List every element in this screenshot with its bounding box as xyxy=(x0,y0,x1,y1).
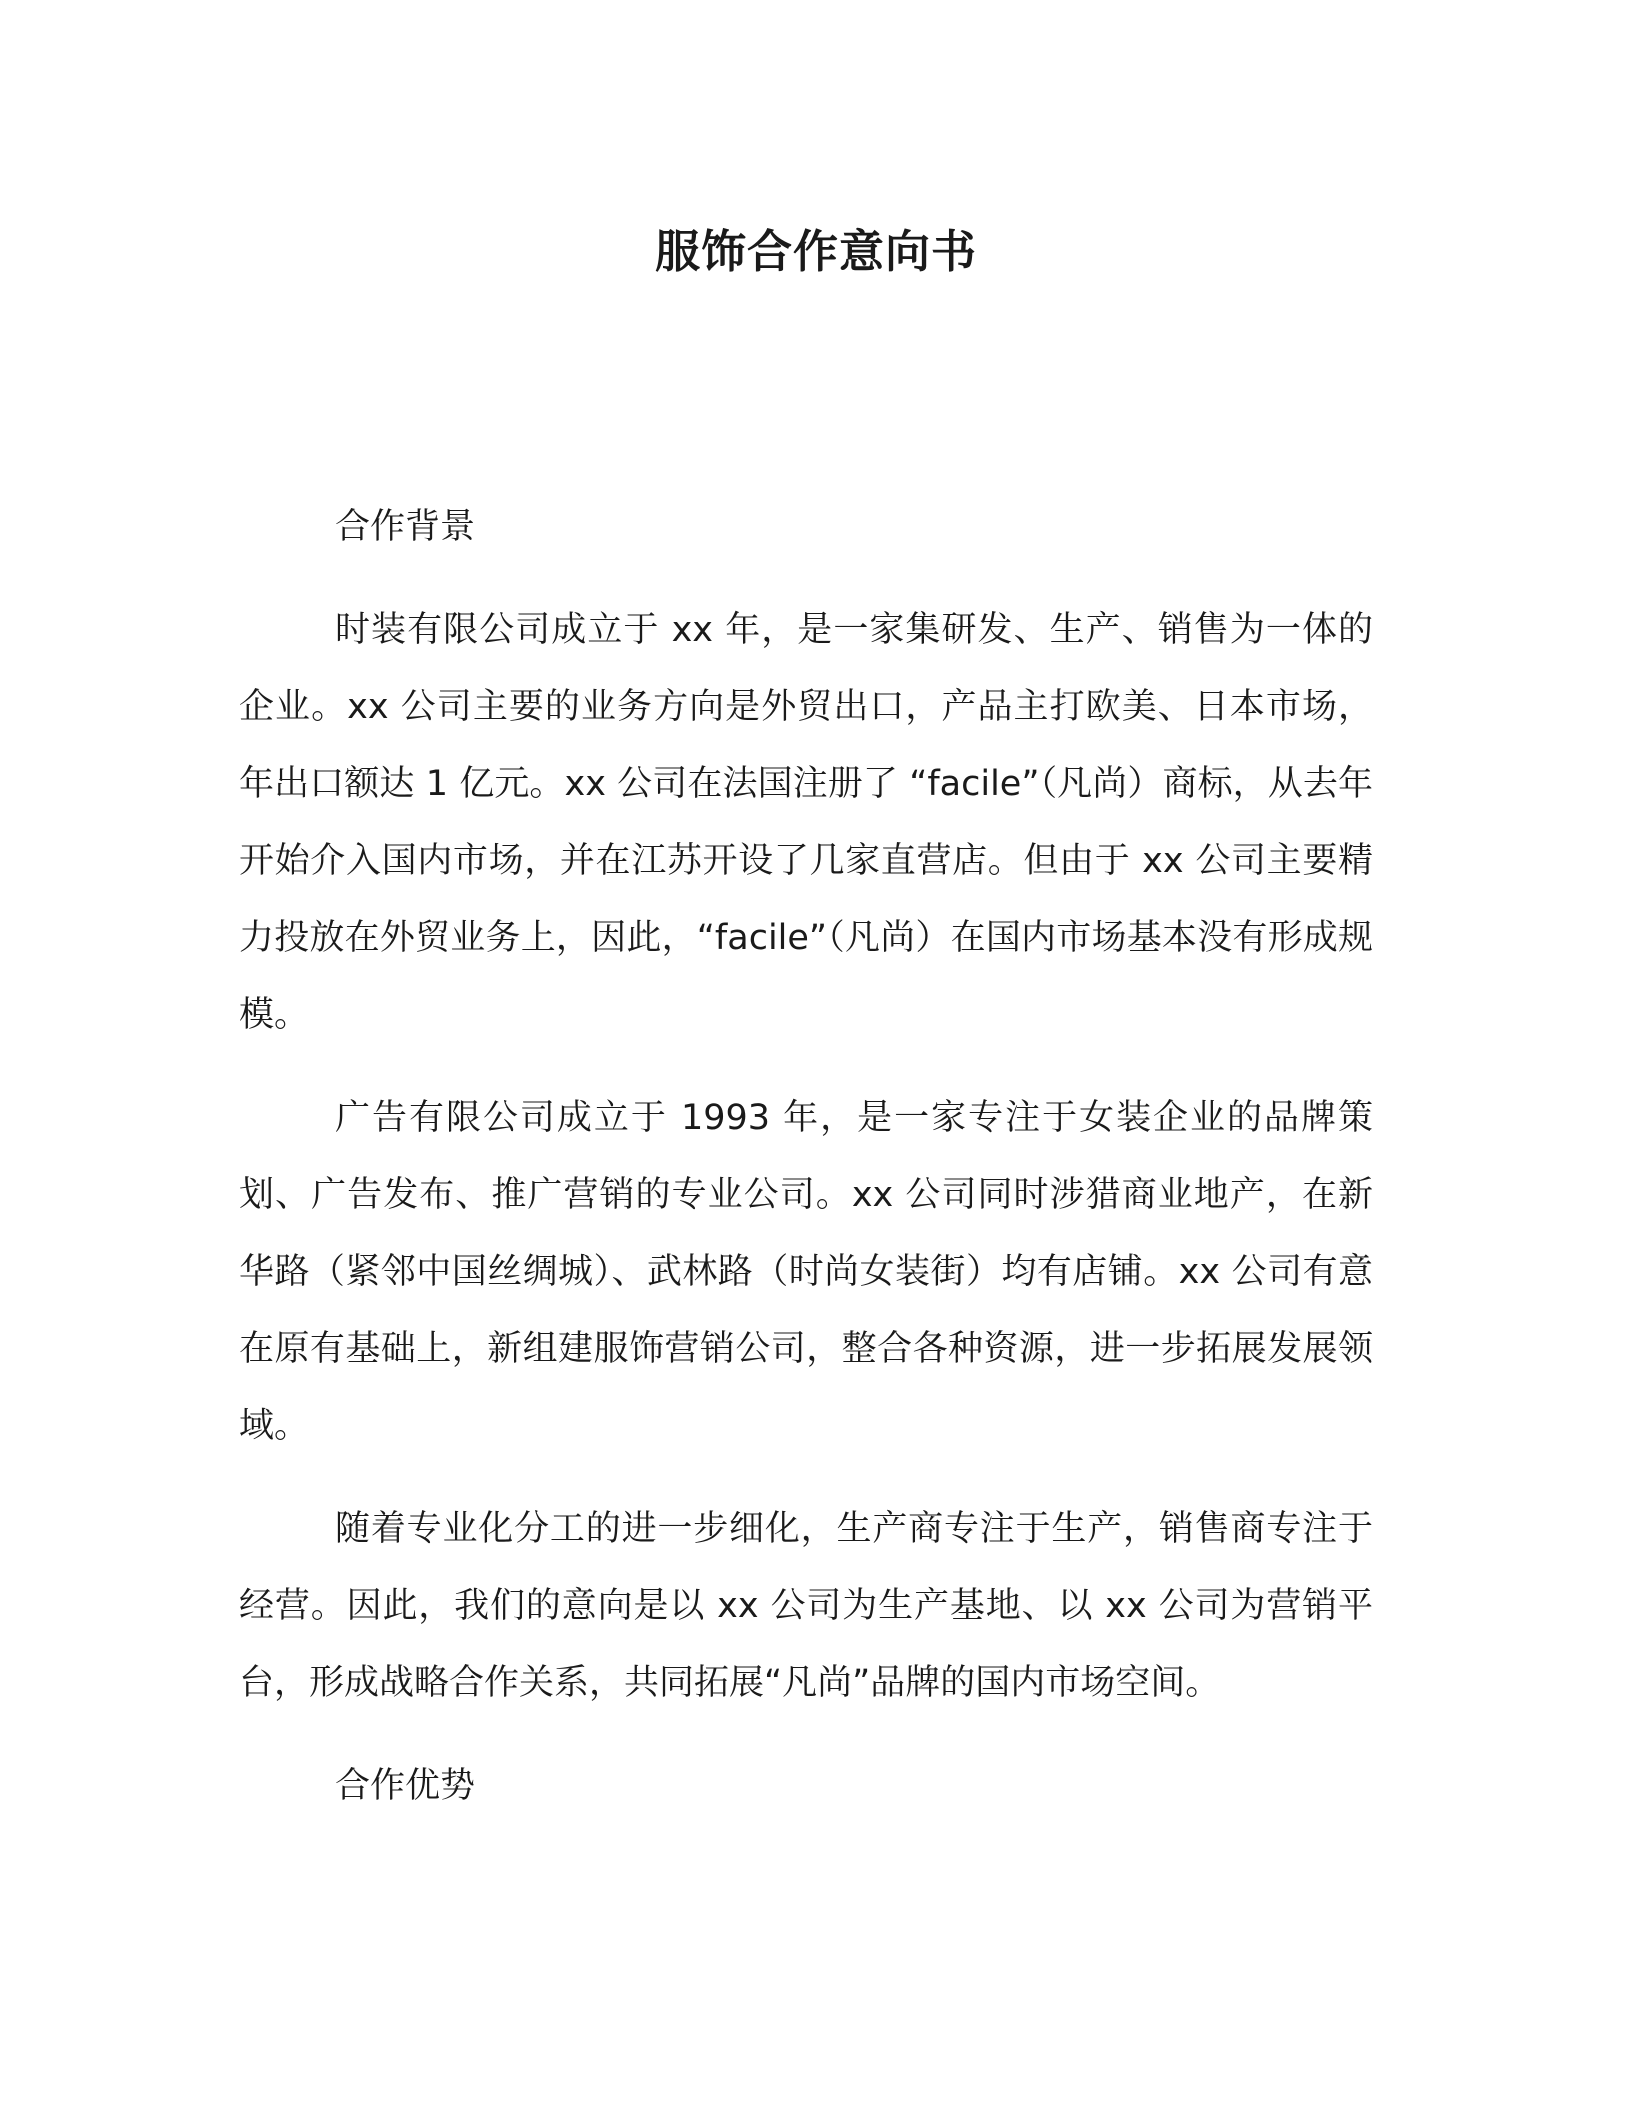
document-title: 服饰合作意向书 xyxy=(654,225,977,278)
section-heading-advantages: 合作优势 xyxy=(335,1766,476,1806)
paragraph-cooperation-intent: 随着专业化分工的进一步细化，生产商专注于生产，销售商专注于经营。因此，我们的意向是以 xx 公司为生产基地、以 xx 公司为营销平台，形成战略合作关系，共同拓展“凡尚”品牌的国内市场空间。 xyxy=(239,1509,1373,1703)
document-body xyxy=(239,489,1373,1851)
paragraph-company-profile: 时装有限公司成立于 xx 年，是一家集研发、生产、销售为一体的企业。xx 公司主要的业务方向是外贸出口，产品主打欧美、日本市场，年出口额达 1 亿元。xx 公司在法国注册了 “facile”（凡尚）商标，从去年开始介入国内市场，并在江苏开设了几家直营店。但由于 xx 公司主要精力投放在外贸业务上，因此，“facile”（凡尚）在国内市场基本没有形成规模。 xyxy=(239,610,1373,1035)
paragraph-ad-company-profile: 广告有限公司成立于 1993 年，是一家专注于女装企业的品牌策划、广告发布、推广营销的专业公司。xx 公司同时涉猎商业地产，在新华路（紧邻中国丝绸城）、武林路（时尚女装街）均有店铺。xx 公司有意在原有基础上，新组建服饰营销公司，整合各种资源，进一步拓展发展领域。 xyxy=(239,1098,1373,1446)
section-heading-background: 合作背景 xyxy=(335,507,476,547)
